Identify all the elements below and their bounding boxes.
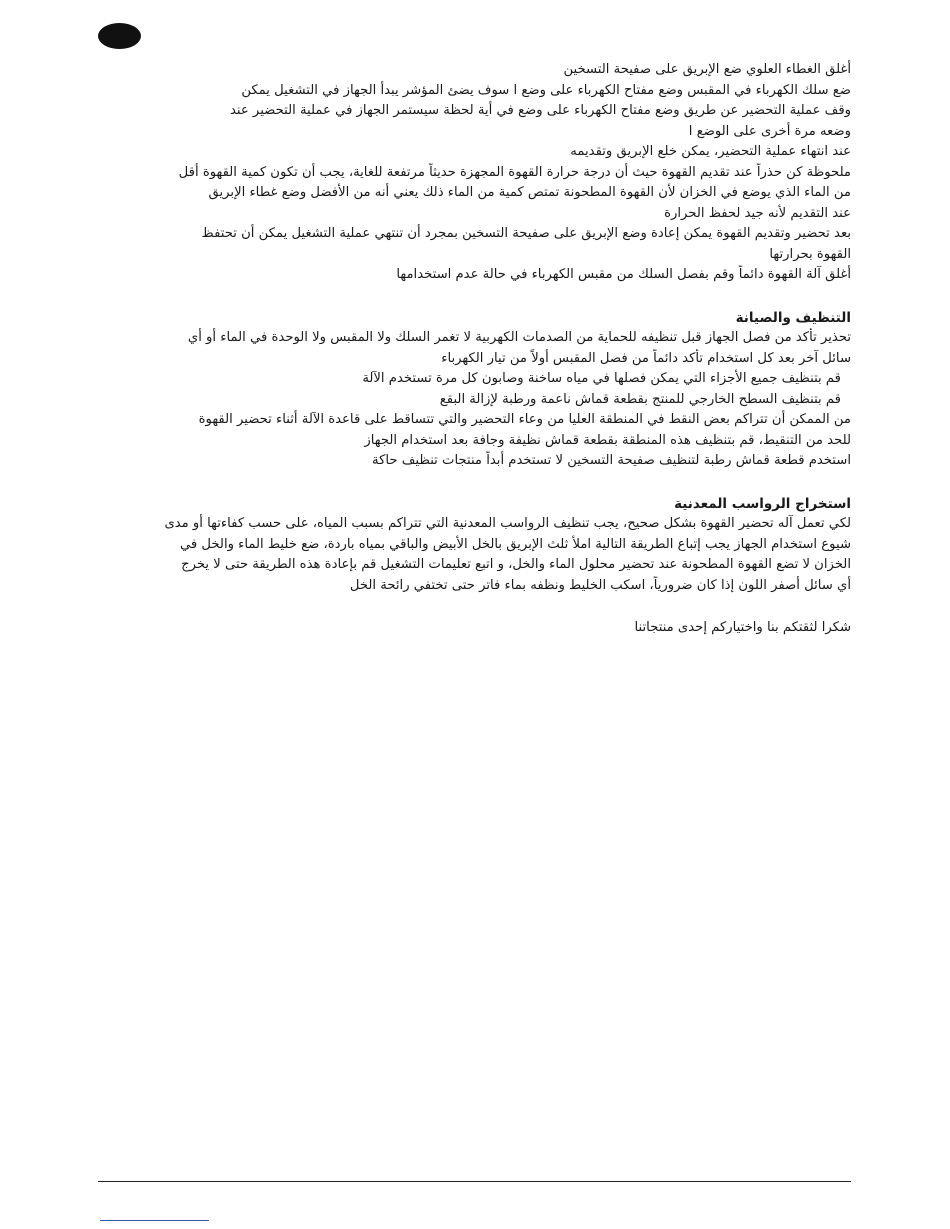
footer-divider <box>98 1181 851 1182</box>
usage-line: من الماء الذي يوضع في الخزان لأن القهوة المطحونة تمتص كمية من الماء ذلك يعني أنه من الأفضل وضع غطاء الإبريق <box>208 185 851 200</box>
usage-line: عند انتهاء عملية التحضير، يمكن خلع الإبريق وتقديمه <box>570 144 851 159</box>
cleaning-line: سائل آخر بعد كل استخدام تأكد دائماً من فصل المقبس أولاً من تيار الكهرباء <box>441 350 851 366</box>
cleaning-item: استخدم قطعة قماش رطبة لتنظيف صفيحة التسخين لا تستخدم أبداً منتجات تنظيف حاكة <box>372 453 851 468</box>
cleaning-item: للحد من التنقيط، قم بتنظيف هذه المنطقة بقطعة قماش نظيفة وجافة بعد استخدام الجهاز <box>364 432 851 448</box>
usage-line: وضعه مرة أخرى على الوضع ا <box>688 123 851 139</box>
descaling-heading: استخراج الرواسب المعدنية <box>674 495 851 512</box>
cleaning-line: تحذير تأكد من فصل الجهاز قبل تنظيفه للحماية من الصدمات الكهربية لا تغمر السلك ولا المقبس ولا الوحدة في الماء أو أي <box>187 330 851 345</box>
manual-text <box>100 60 851 639</box>
cleaning-item: من الممكن أن تتراكم بعض النقط في المنطقة العليا من وعاء التحضير والتي تتساقط على قاعدة الآلة أثناء تحضير القهوة <box>198 412 851 427</box>
footer-underline <box>100 1220 209 1221</box>
descaling-line: شيوع استخدام الجهاز يجب إتباع الطريقة التالية املأ ثلث الإبريق بالخل الأبيض والباقي بمياه باردة، ضع خليط الماء والخل في <box>179 536 851 552</box>
usage-line: بعد تحضير وتقديم القهوة يمكن إعادة وضع الإبريق على صفيحة التسخين بمجرد أن تنتهي عملية التشغيل يمكن أن تحتفظ <box>201 226 851 241</box>
descaling-line: أي سائل أصفر اللون إذا كان ضرورياً، اسكب الخليط ونظفه بماء فاتر حتى تختفي رائحة الخل <box>349 577 851 593</box>
cleaning-item: قم بتنظيف السطح الخارجي للمنتج بقطعة قماش ناعمة ورطبة لإزالة البقع <box>439 391 841 407</box>
usage-line: عند التقديم لأنه جيد لحفظ الحرارة <box>664 205 851 221</box>
usage-line: أغلق الغطاء العلوي ضع الإبريق على صفيحة التسخين <box>563 62 851 77</box>
cleaning-item: قم بتنظيف جميع الأجزاء التي يمكن فصلها في مياه ساخنة وصابون كل مرة تستخدم الآلة <box>362 371 841 386</box>
usage-line: ضع سلك الكهرباء في المقبس وضع مفتاح الكهرباء على وضع ا سوف يضئ المؤشر يبدأ الجهاز في التشغيل يمكن <box>241 82 851 98</box>
usage-line: أغلق آلة القهوة دائماً وقم بفصل السلك من مقبس الكهرباء في حالة عدم استخدامها <box>396 267 851 282</box>
closing-text: شكرا لثقتكم بنا واختياركم إحدى منتجاتنا <box>634 620 851 635</box>
usage-line: وقف عملية التحضير عن طريق وضع مفتاح الكهرباء على وضع في أية لحظة سيستمر الجهاز في عملية التحضير عند <box>229 103 851 118</box>
usage-line: القهوة بحرارتها <box>769 246 851 262</box>
page-number-badge <box>98 23 141 49</box>
usage-line: ملحوظة كن حذراً عند تقديم القهوة حيث أن درجة حرارة القهوة المجهزة حديثاً مرتفعة للغاية، يجب أن تكون كمية القهوة أقل <box>178 164 851 180</box>
cleaning-heading: التنظيف والصيانة <box>735 309 851 326</box>
descaling-line: الخزان لا تضع القهوة المطحونة عند تحضير محلول الماء والخل، و اتبع تعليمات التشغيل قم بإعادة هذه الطريقة حتى لا يخرج <box>181 557 851 572</box>
descaling-line: لكي تعمل آله تحضير القهوة بشكل صحيح، يجب تنظيف الرواسب المعدنية التي تتراكم بسبب المياه، على حسب كفاءتها أو مدى <box>164 516 851 531</box>
